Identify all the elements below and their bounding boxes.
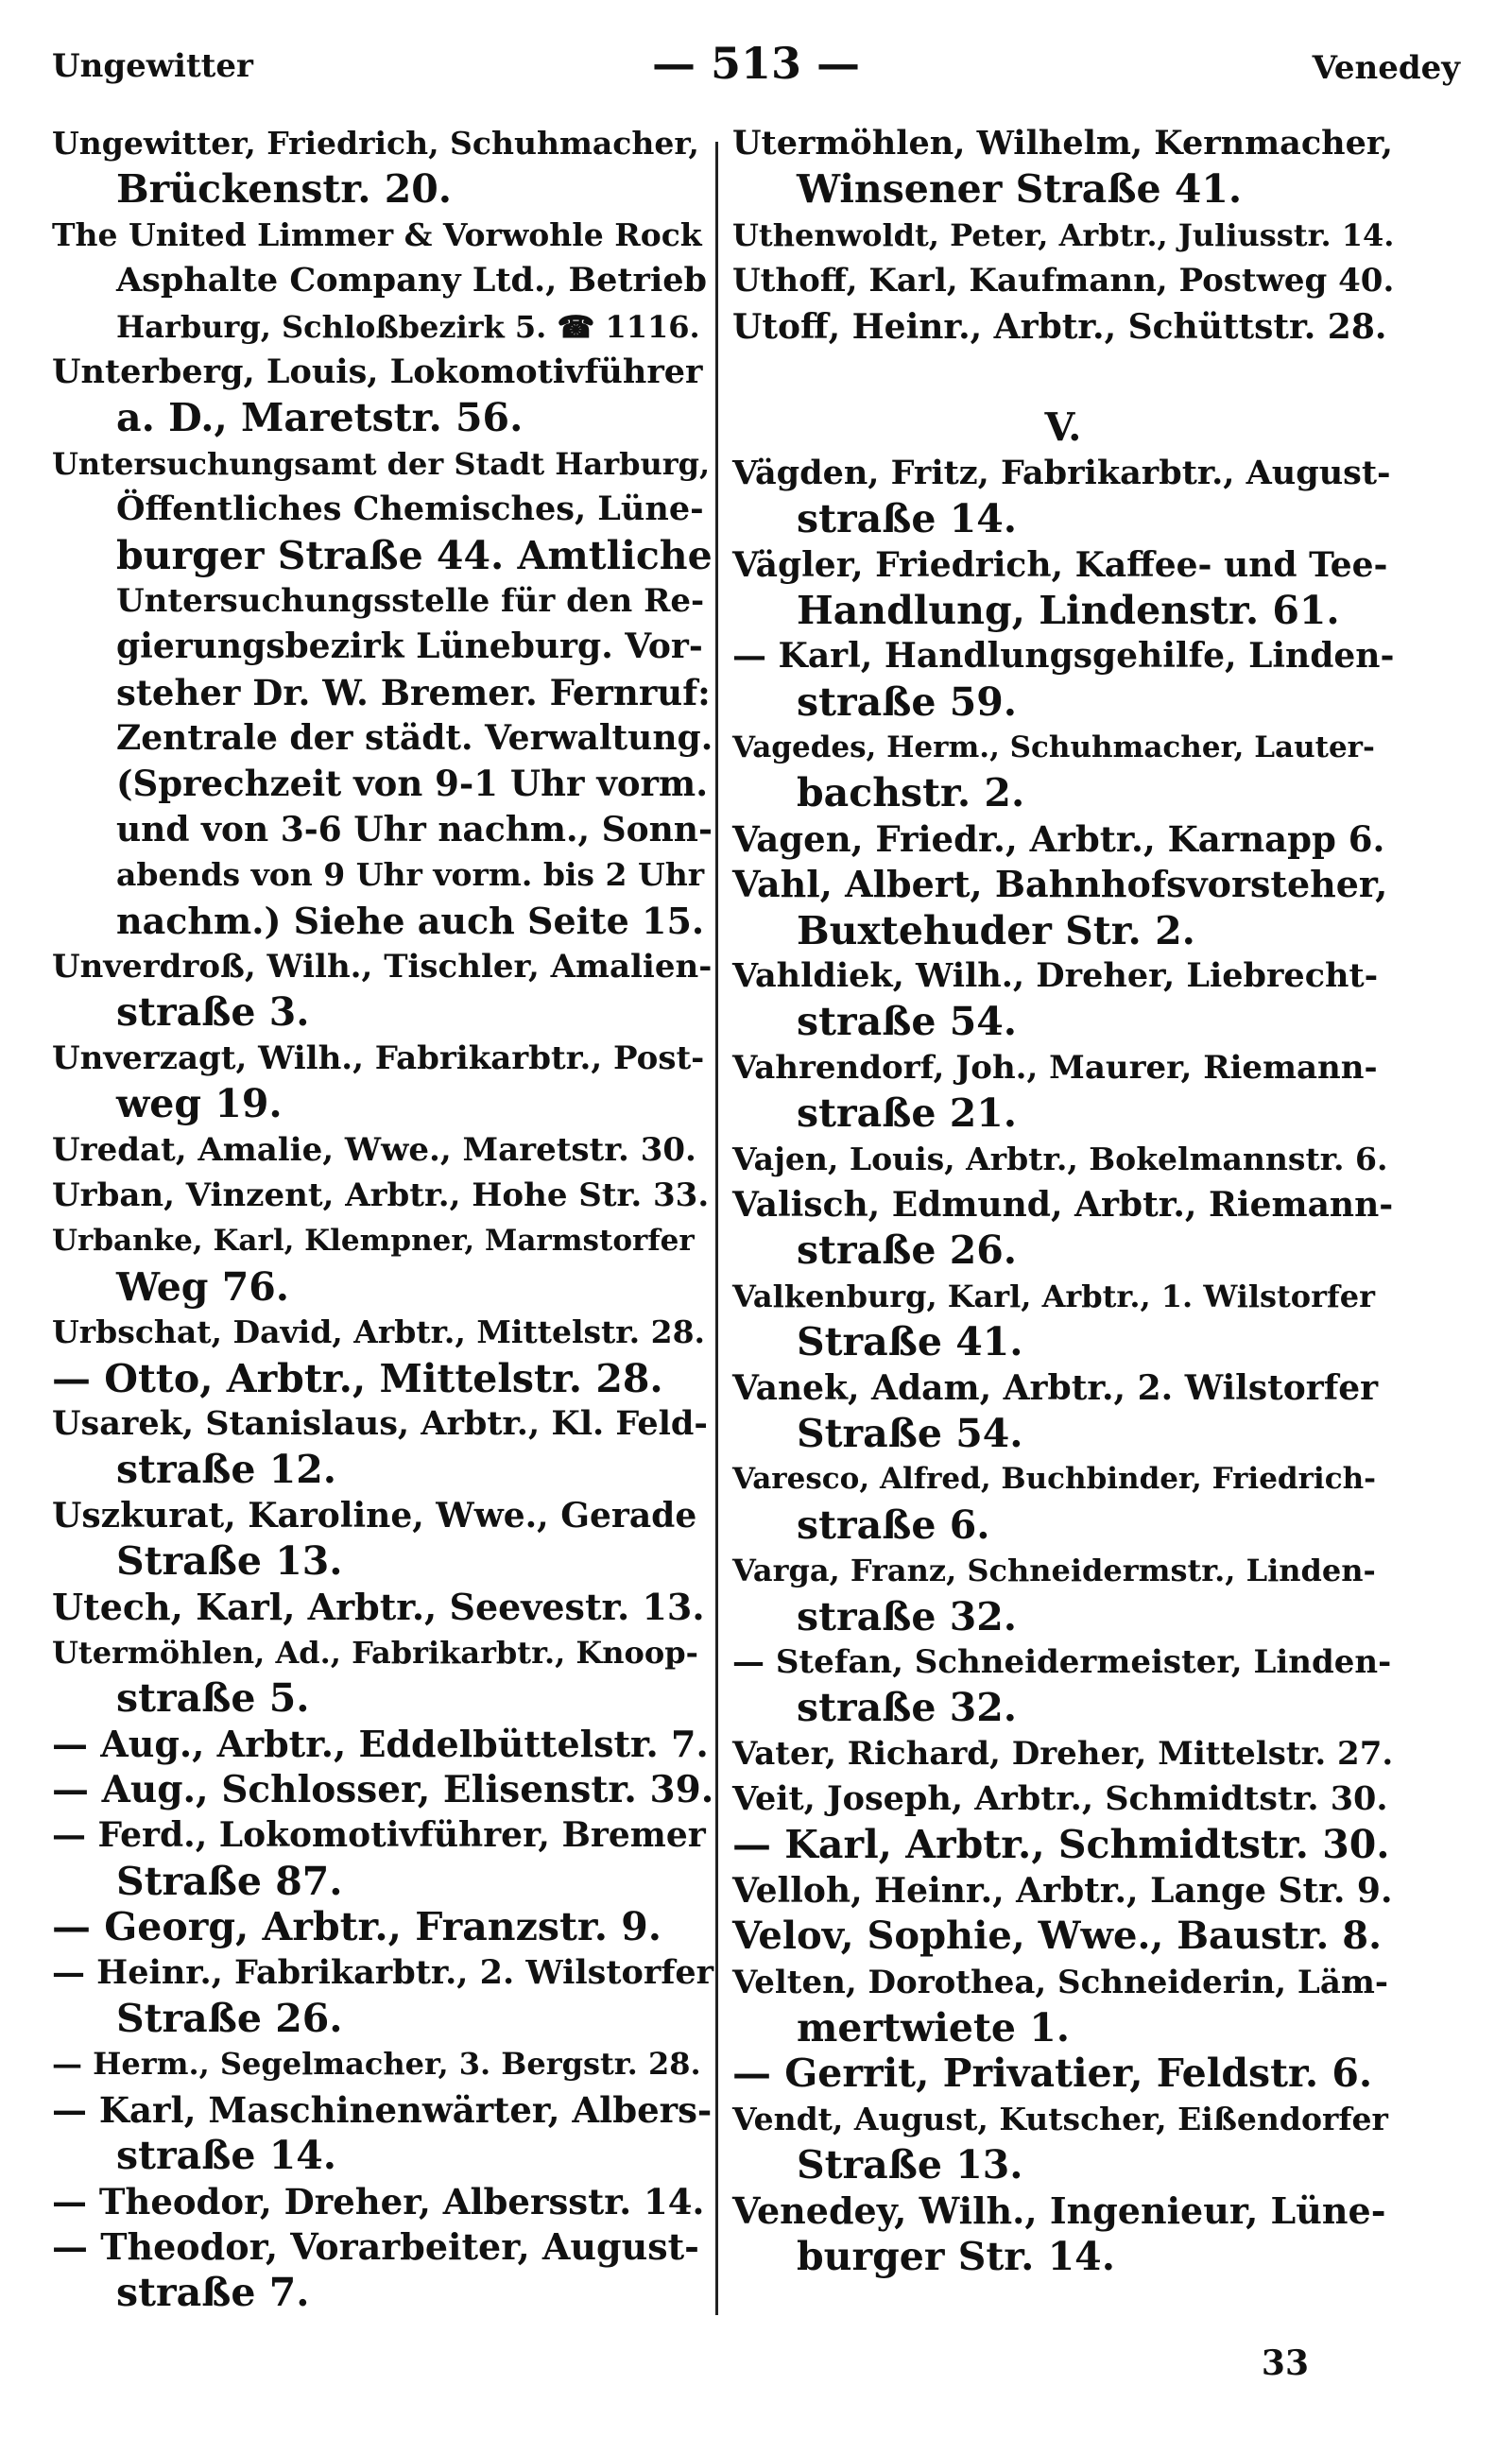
entry-continuation: Untersuchungsstelle für den Re- xyxy=(116,581,705,620)
directory-entry: Unterberg, Louis, Lokomotivführer xyxy=(52,352,703,391)
entry-continuation: straße 21. xyxy=(797,1090,1018,1137)
directory-entry xyxy=(732,350,1394,395)
directory-entry: Utoff, Heinr., Arbtr., Schüttstr. 28. xyxy=(732,306,1387,347)
directory-entry: Ungewitter, Friedrich, Schuhmacher, xyxy=(52,125,699,162)
entry-continuation: (Sprechzeit von 9-1 Uhr vorm. xyxy=(116,763,709,805)
directory-entry: — Gerrit, Privatier, Feldstr. 6. xyxy=(732,2051,1373,2097)
signature-mark: 33 xyxy=(1261,2343,1309,2383)
entry-continuation: Straße 13. xyxy=(116,1538,343,1585)
entry-continuation: burger Str. 14. xyxy=(797,2233,1115,2279)
directory-entry: Urbanke, Karl, Klempner, Marmstorfer xyxy=(52,1224,695,1259)
directory-entry: Vagedes, Herm., Schuhmacher, Lauter- xyxy=(732,730,1375,765)
entry-continuation: straße 54. xyxy=(797,999,1018,1045)
directory-entry: — Georg, Arbtr., Franzstr. 9. xyxy=(52,1904,662,1950)
entry-continuation: straße 32. xyxy=(797,1685,1018,1731)
directory-entry: — Theodor, Dreher, Albersstr. 14. xyxy=(52,2180,705,2222)
directory-entry: Unverdroß, Wilh., Tischler, Amalien- xyxy=(52,948,713,987)
directory-entry: Usarek, Stanislaus, Arbtr., Kl. Feld- xyxy=(52,1403,708,1443)
entry-continuation: straße 14. xyxy=(116,2133,337,2179)
directory-entry: Vajen, Louis, Arbtr., Bokelmannstr. 6. xyxy=(732,1140,1388,1177)
directory-entry: Urban, Vinzent, Arbtr., Hohe Str. 33. xyxy=(52,1176,710,1214)
entry-continuation: nachm.) Siehe auch Seite 15. xyxy=(116,899,705,942)
directory-entry: — Karl, Arbtr., Schmidtstr. 30. xyxy=(732,1822,1390,1868)
directory-entry: — Aug., Schlosser, Elisenstr. 39. xyxy=(52,1768,714,1812)
entry-continuation: gierungsbezirk Lüneburg. Vor- xyxy=(116,626,703,667)
directory-entry: — Karl, Handlungsgehilfe, Linden- xyxy=(732,636,1395,677)
entry-continuation: Straße 26. xyxy=(116,1996,343,2042)
entry-continuation: straße 3. xyxy=(116,989,310,1036)
entry-continuation: Straße 54. xyxy=(797,1410,1023,1456)
directory-entry: Velov, Sophie, Wwe., Baustr. 8. xyxy=(732,1913,1383,1959)
directory-entry: — Otto, Arbtr., Mittelstr. 28. xyxy=(52,1355,663,1401)
entry-continuation: Harburg, Schloßbezirk 5. ☎ 1116. xyxy=(116,308,700,345)
entry-continuation: abends von 9 Uhr vorm. bis 2 Uhr xyxy=(116,856,705,894)
directory-entry: — Ferd., Lokomotivführer, Bremer xyxy=(52,1815,706,1856)
entry-continuation: straße 7. xyxy=(116,2270,310,2316)
entry-continuation: straße 26. xyxy=(797,1227,1018,1274)
entry-continuation: weg 19. xyxy=(116,1081,283,1127)
directory-entry: Vahldiek, Wilh., Dreher, Liebrecht- xyxy=(732,956,1379,996)
directory-entry: Utermöhlen, Ad., Fabrikarbtr., Knoop- xyxy=(52,1634,698,1671)
directory-entry: Untersuchungsamt der Stadt Harburg, xyxy=(52,445,711,482)
directory-entry: Uthoff, Karl, Kaufmann, Postweg 40. xyxy=(732,262,1395,300)
directory-entry: — Herm., Segelmacher, 3. Bergstr. 28. xyxy=(52,2046,701,2083)
directory-entry: Varga, Franz, Schneidermstr., Linden- xyxy=(732,1553,1376,1589)
directory-entry: — Karl, Maschinenwärter, Albers- xyxy=(52,2088,713,2131)
directory-entry: Veit, Joseph, Arbtr., Schmidtstr. 30. xyxy=(732,1779,1388,1819)
entry-continuation: straße 14. xyxy=(797,496,1018,542)
directory-entry: — Aug., Arbtr., Eddelbüttelstr. 7. xyxy=(52,1722,709,1765)
directory-entry: — Theodor, Vorarbeiter, August- xyxy=(52,2224,699,2268)
entry-continuation: straße 32. xyxy=(797,1593,1018,1639)
directory-entry: Venedey, Wilh., Ingenieur, Lüne- xyxy=(732,2188,1386,2232)
directory-entry: Valkenburg, Karl, Arbtr., 1. Wilstorfer xyxy=(732,1278,1375,1314)
entry-continuation: Winsener Straße 41. xyxy=(797,166,1243,213)
directory-entry: Vahl, Albert, Bahnhofsvorsteher, xyxy=(732,863,1388,906)
entry-continuation: Buxtehuder Str. 2. xyxy=(797,907,1195,953)
directory-entry: Vendt, August, Kutscher, Eißendorfer xyxy=(732,2100,1388,2137)
entry-continuation: bachstr. 2. xyxy=(797,770,1025,816)
directory-entry: — Heinr., Fabrikarbtr., 2. Wilstorfer xyxy=(52,1952,714,1992)
entry-continuation: Öffentliches Chemisches, Lüne- xyxy=(116,489,704,529)
entry-continuation: Brückenstr. 20. xyxy=(116,166,453,213)
directory-entry: Valisch, Edmund, Arbtr., Riemann- xyxy=(732,1184,1394,1225)
directory-entry: Urbschat, David, Arbtr., Mittelstr. 28. xyxy=(52,1313,706,1351)
directory-entry: Vägden, Fritz, Fabrikarbtr., August- xyxy=(732,453,1391,492)
left-column xyxy=(52,121,713,2316)
entry-continuation: straße 59. xyxy=(797,678,1018,725)
entry-continuation: Straße 87. xyxy=(116,1858,343,1904)
entry-continuation: straße 6. xyxy=(797,1502,990,1548)
directory-entry: The United Limmer & Vorwohle Rock xyxy=(52,215,702,253)
directory-entry: Vägler, Friedrich, Kaffee- und Tee- xyxy=(732,544,1388,585)
directory-entry: Utermöhlen, Wilhelm, Kernmacher, xyxy=(732,124,1393,163)
directory-entry: Velten, Dorothea, Schneiderin, Läm- xyxy=(732,1963,1388,2001)
entry-continuation: und von 3-6 Uhr nachm., Sonn- xyxy=(116,809,713,849)
directory-entry: Vanek, Adam, Arbtr., 2. Wilstorfer xyxy=(732,1367,1379,1408)
running-head-right: Venedey xyxy=(1312,49,1460,87)
directory-entry: Unverzagt, Wilh., Fabrikarbtr., Post- xyxy=(52,1038,705,1077)
right-column xyxy=(732,121,1394,2279)
directory-entry: Vahrendorf, Joh., Maurer, Riemann- xyxy=(732,1048,1378,1087)
directory-entry: Vagen, Friedr., Arbtr., Karnapp 6. xyxy=(732,817,1385,860)
entry-continuation: Zentrale der städt. Verwaltung. xyxy=(116,718,713,759)
directory-entry: Velloh, Heinr., Arbtr., Lange Str. 9. xyxy=(732,1870,1393,1911)
page-header xyxy=(52,38,1460,94)
page-number: — 513 — xyxy=(651,38,861,89)
entry-continuation: mertwiete 1. xyxy=(797,2005,1071,2051)
directory-entry: Varesco, Alfred, Buchbinder, Friedrich- xyxy=(732,1462,1376,1497)
column-divider xyxy=(715,142,718,2315)
entry-continuation: a. D., Maretstr. 56. xyxy=(116,395,524,441)
entry-continuation: straße 12. xyxy=(116,1447,337,1493)
section-letter: V. xyxy=(1044,404,1082,451)
entry-continuation: Straße 41. xyxy=(797,1319,1023,1365)
entry-continuation: Weg 76. xyxy=(116,1263,290,1310)
directory-entry: Uredat, Amalie, Wwe., Maretstr. 30. xyxy=(52,1130,696,1169)
entry-continuation: Handlung, Lindenstr. 61. xyxy=(797,587,1340,633)
running-head-left: Ungewitter xyxy=(52,47,253,85)
directory-entry: Uszkurat, Karoline, Wwe., Gerade xyxy=(52,1495,697,1536)
entry-continuation: burger Straße 44. Amtliche xyxy=(116,532,713,578)
directory-entry: Vater, Richard, Dreher, Mittelstr. 27. xyxy=(732,1734,1394,1773)
directory-entry: — Stefan, Schneidermeister, Linden- xyxy=(732,1642,1392,1681)
entry-continuation: Straße 13. xyxy=(797,2142,1023,2188)
entry-continuation: steher Dr. W. Bremer. Fernruf: xyxy=(116,671,711,713)
entry-continuation: Asphalte Company Ltd., Betrieb xyxy=(116,261,708,300)
directory-entry: Utech, Karl, Arbtr., Seevestr. 13. xyxy=(52,1585,705,1628)
directory-entry: Uthenwoldt, Peter, Arbtr., Juliusstr. 14. xyxy=(732,216,1395,253)
entry-continuation: straße 5. xyxy=(116,1675,310,1722)
